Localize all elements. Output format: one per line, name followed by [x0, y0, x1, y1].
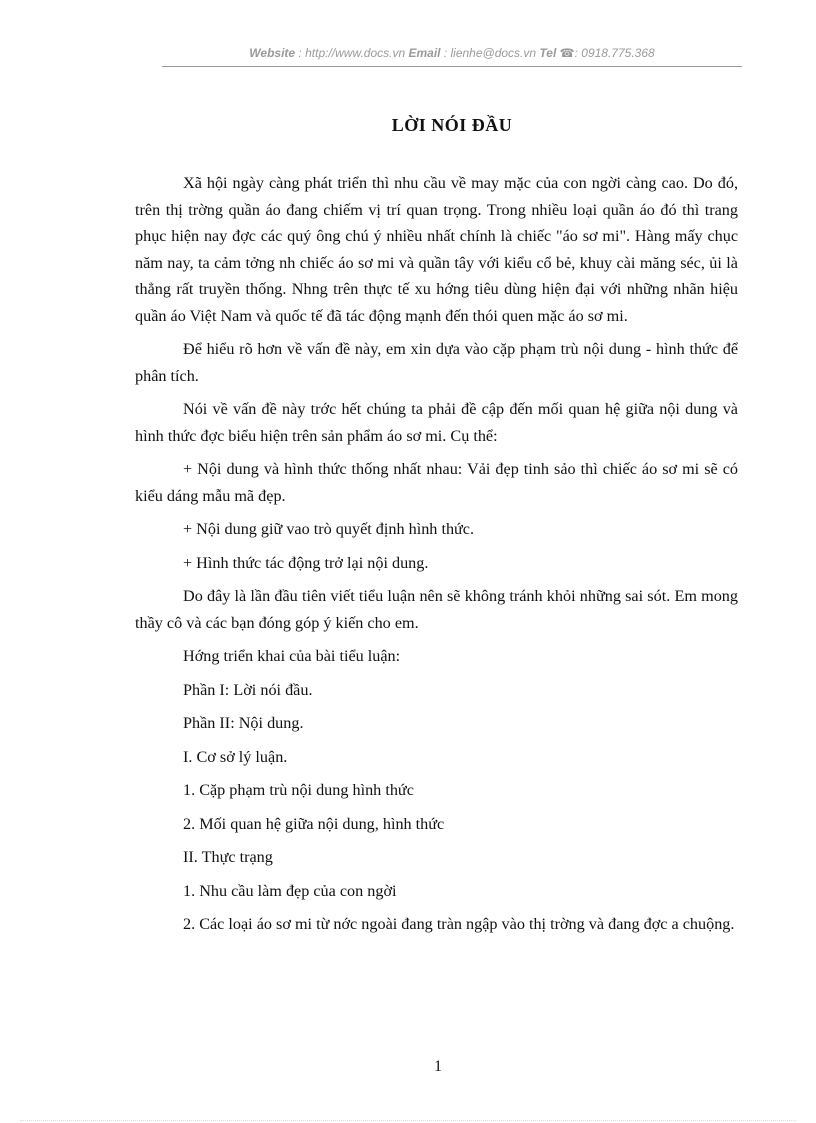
body-paragraph: Xã hội ngày càng phát triển thì nhu cầu về may mặc của con ngời càng cao. Do đó, trên thị trờng quần áo đang chiếm vị trí quan trọng. Trong nhiều loại quần áo đó thì trang phục hiện nay đợc các quý ông chú ý nhiều nhất chính là chiếc "áo sơ mi". Hàng mấy chục năm nay, ta cảm tởng nh chiếc áo sơ mi và quần tây với kiểu cổ bẻ, khuy cài măng séc, ủi là thẳng rất truyền thống. Nhng trên thực tế xu hớng tiêu dùng hiện đại với những nhãn hiệu quần áo Việt Nam và quốc tế đã tác động mạnh đến thói quen mặc áo sơ mi.: [135, 174, 738, 325]
outline-item: 2. Các loại áo sơ mi từ nớc ngoài đang tràn ngập vào thị trờng và đang đợc a chuộng.: [183, 915, 735, 933]
body-paragraph: Do đây là lần đầu tiên viết tiểu luận nên sẽ không tránh khỏi những sai sót. Em mong thầy cô và các bạn đóng góp ý kiến cho em.: [135, 587, 738, 632]
body-paragraph: Để hiểu rõ hơn về vấn đề này, em xin dựa vào cặp phạm trù nội dung - hình thức để phân tích.: [135, 340, 738, 385]
outline-heading: Hớng triển khai của bài tiểu luận:: [183, 647, 401, 665]
document-title: LỜI NÓI ĐẦU: [391, 115, 513, 135]
phone-icon: ☎: [559, 46, 575, 60]
header-divider: [162, 66, 742, 67]
footer-divider: [20, 1120, 796, 1121]
outline-item: II. Thực trạng: [183, 848, 273, 866]
outline-item: 1. Nhu cầu làm đẹp của con ngời: [183, 881, 397, 900]
page-number: 1: [434, 1058, 442, 1075]
outline-item: I. Cơ sở lý luận.: [183, 747, 288, 766]
website-label: Website: [249, 46, 296, 60]
tel-value: : 0918.775.368: [574, 46, 655, 60]
body-paragraph: + Nội dung và hình thức thống nhất nhau: Vải đẹp tinh sảo thì chiếc áo sơ mi sẽ có kiểu dáng mẫu mã đẹp.: [135, 460, 738, 505]
body-paragraph: + Hình thức tác động trở lại nội dung.: [183, 553, 429, 572]
outline-item: Phần I: Lời nói đầu.: [183, 680, 313, 699]
document-body: [135, 170, 738, 945]
tel-label: Tel: [539, 46, 557, 60]
outline-item: Phần II: Nội dung.: [183, 714, 304, 732]
body-paragraph: Nói về vấn đề này trớc hết chúng ta phải đề cập đến mối quan hệ giữa nội dung và hình thức đợc biểu hiện trên sản phẩm áo sơ mi. Cụ thể:: [135, 400, 738, 445]
body-paragraph: + Nội dung giữ vao trò quyết định hình thức.: [183, 520, 475, 538]
outline-item: 2. Mối quan hệ giữa nội dung, hình thức: [183, 814, 445, 833]
email-value: : lienhe@docs.vn: [440, 46, 540, 60]
page-header: [162, 46, 742, 60]
email-label: Email: [408, 46, 441, 60]
outline-item: 1. Cặp phạm trù nội dung hình thức: [183, 781, 414, 799]
website-value: : http://www.docs.vn: [295, 46, 409, 60]
